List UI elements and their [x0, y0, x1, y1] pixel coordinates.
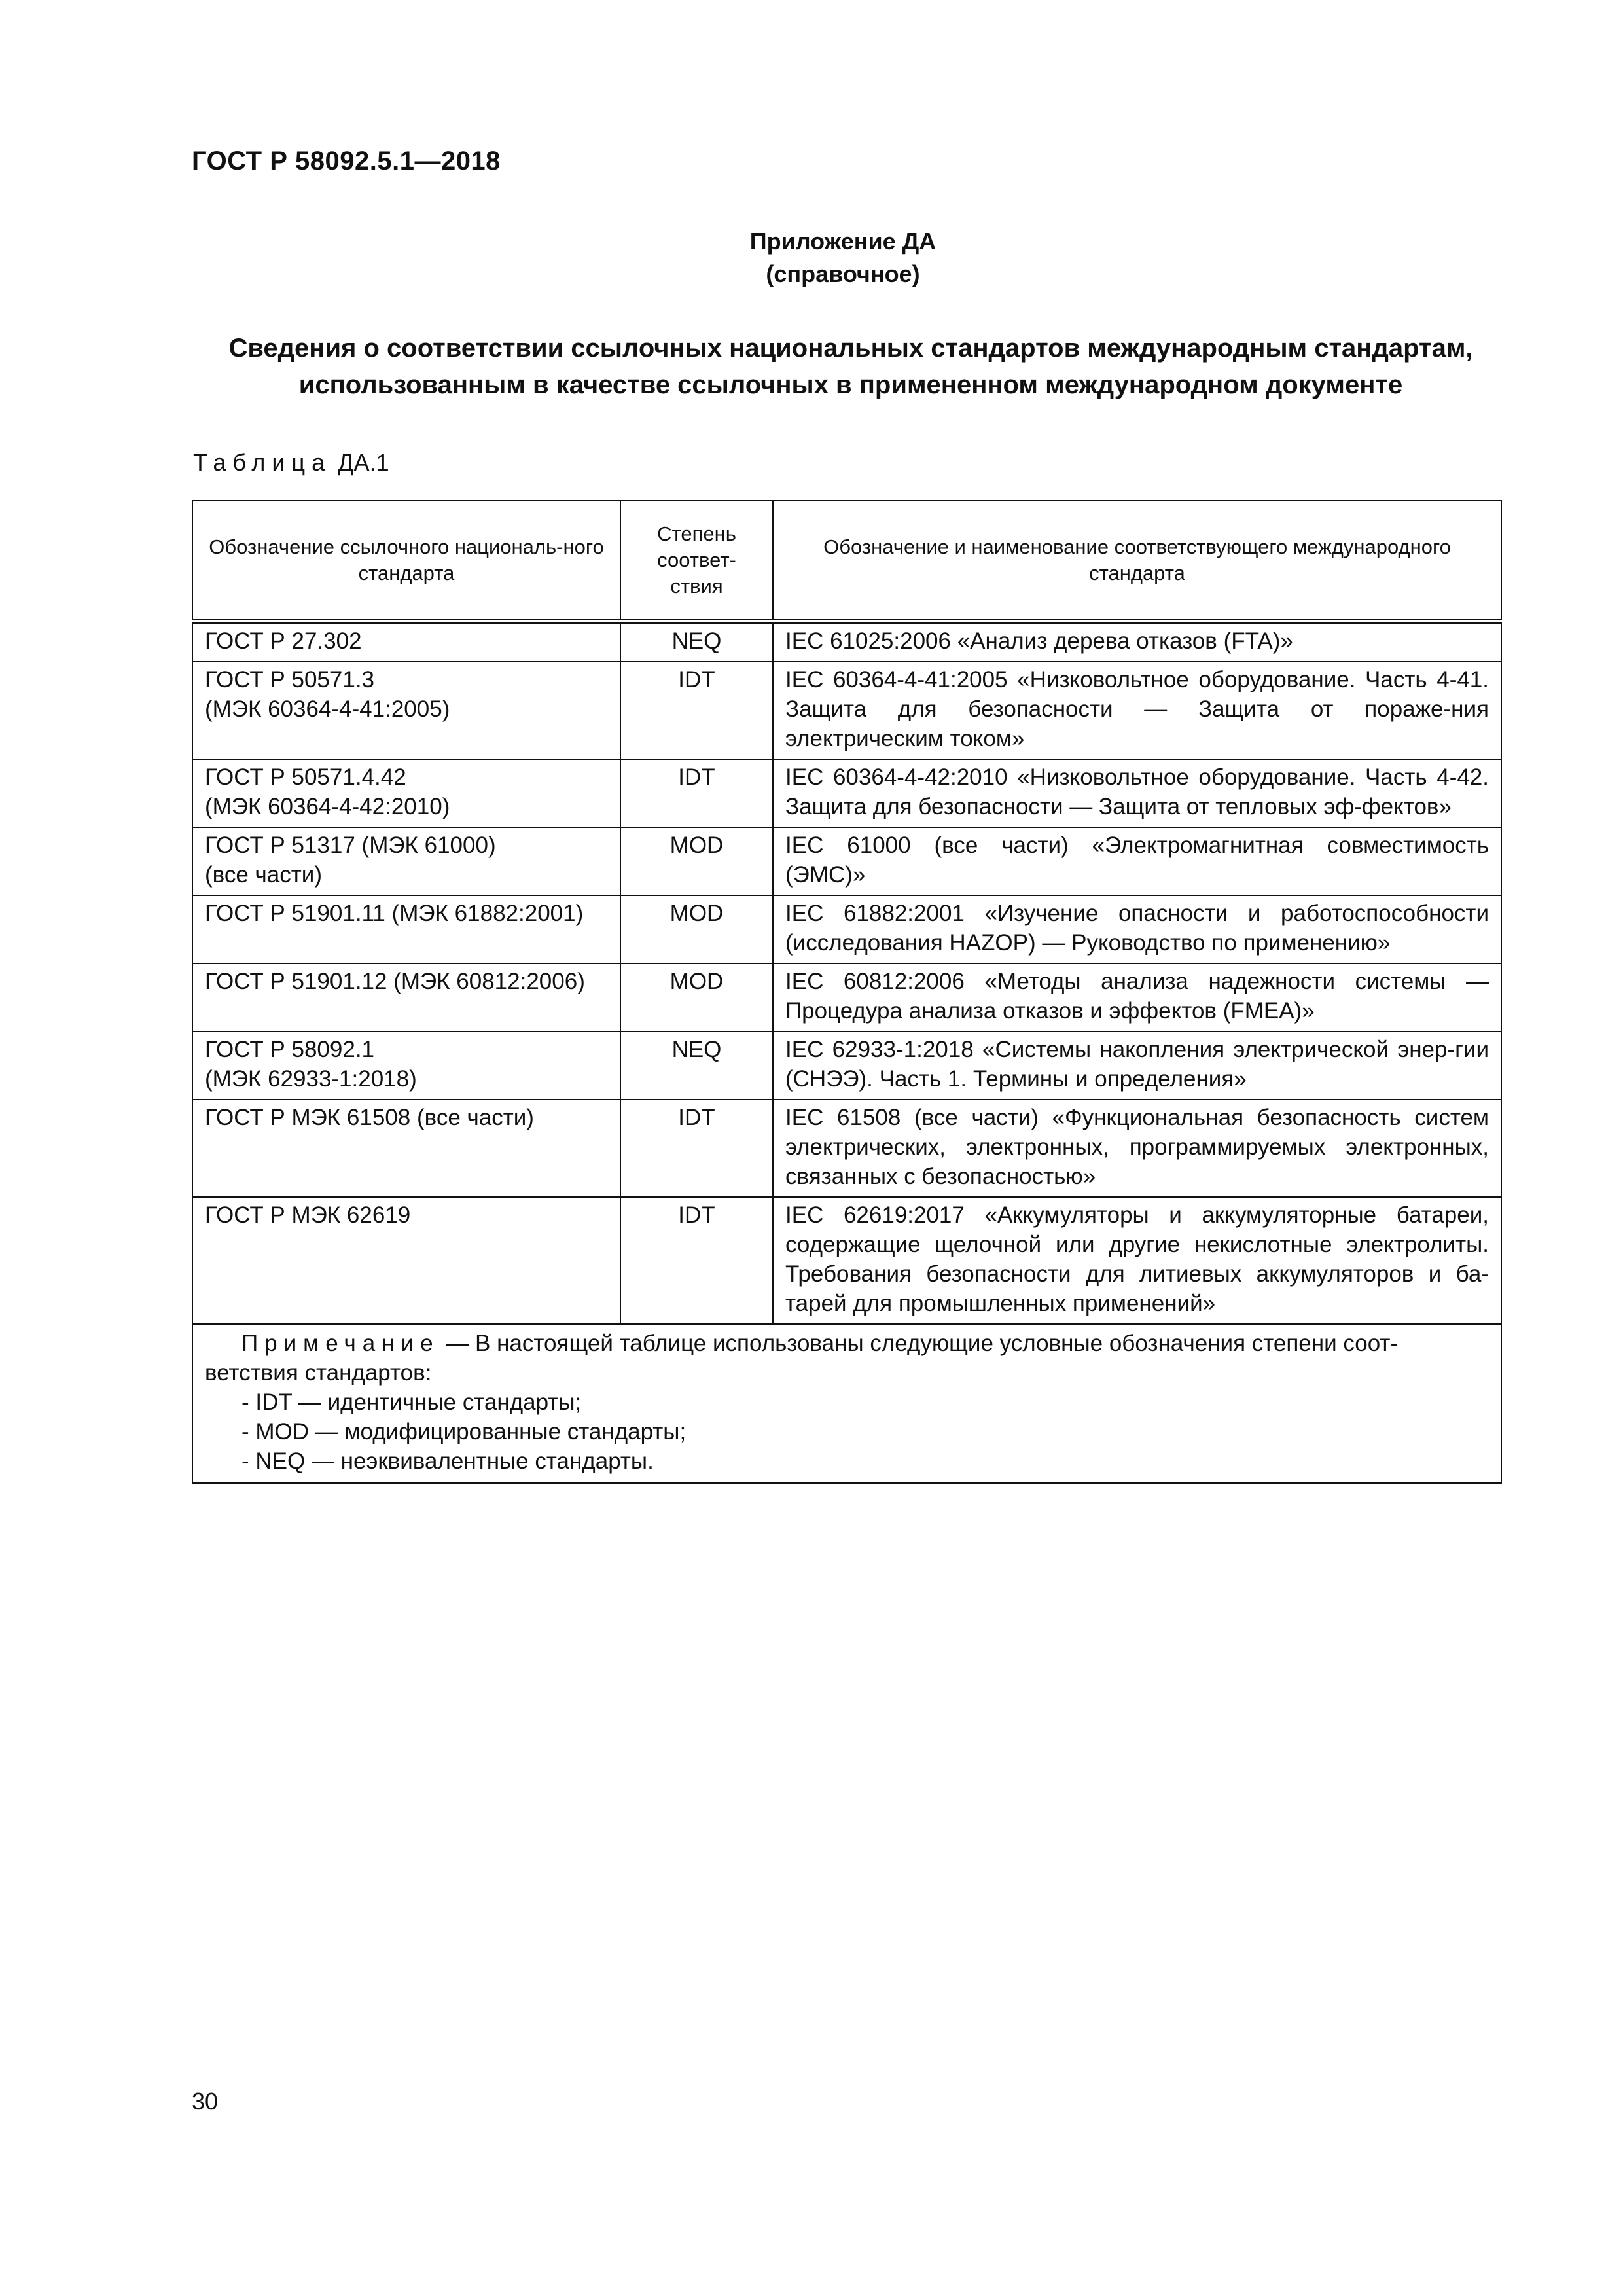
national-standard-cell: ГОСТ Р 51901.12 (МЭК 60812:2006)	[192, 963, 620, 1031]
note-intro	[205, 1329, 1489, 1388]
table-note	[192, 1324, 1501, 1483]
note-item-neq: - NEQ — неэквивалентные стандарты.	[241, 1448, 654, 1474]
national-standard-line: ГОСТ Р 50571.3	[205, 667, 375, 692]
standards-table	[192, 500, 1502, 1484]
table-row	[192, 1031, 1501, 1100]
degree-cell: IDT	[620, 662, 773, 759]
table-caption	[193, 449, 389, 476]
document-code: ГОСТ Р 58092.5.1—2018	[192, 147, 501, 175]
international-standard-cell: IEC 61025:2006 «Анализ дерева отказов (FTA)»	[773, 622, 1501, 662]
table-row	[192, 1100, 1501, 1197]
header-international-standard: Обозначение и наименование соответствующего международного стандарта	[773, 501, 1501, 622]
national-standard-cell	[192, 1031, 620, 1100]
annex-type: (справочное)	[766, 260, 920, 287]
national-standard-line: ГОСТ Р 58092.1	[205, 1037, 375, 1062]
table-row	[192, 963, 1501, 1031]
degree-cell: NEQ	[620, 622, 773, 662]
international-standard-cell: IEC 62933-1:2018 «Системы накопления электрической энер-гии (СНЭЭ). Часть 1. Термины и определения»	[773, 1031, 1501, 1100]
national-standard-line: (МЭК 60364-4-41:2005)	[205, 696, 450, 722]
national-standard-cell	[192, 759, 620, 827]
table-row	[192, 895, 1501, 963]
degree-cell: IDT	[620, 1100, 773, 1197]
note-item-idt: - IDT — идентичные стандарты;	[241, 1390, 582, 1415]
national-standard-cell	[192, 827, 620, 895]
table-row	[192, 1197, 1501, 1324]
national-standard-line: (все части)	[205, 862, 322, 888]
national-standard-line: ГОСТ Р 51317 (МЭК 61000)	[205, 833, 496, 858]
table-row	[192, 827, 1501, 895]
international-standard-cell: IEC 60364-4-41:2005 «Низковольтное оборудование. Часть 4-41. Защита для безопасности — Защита от пораже-ния электрическим током»	[773, 662, 1501, 759]
national-standard-cell	[192, 662, 620, 759]
degree-cell: MOD	[620, 827, 773, 895]
degree-cell: IDT	[620, 1197, 773, 1324]
national-standard-cell: ГОСТ Р МЭК 62619	[192, 1197, 620, 1324]
note-text: — В настоящей таблице использованы следующие условные обозначения степени соот-ветствия стандартов:	[205, 1331, 1399, 1386]
international-standard-cell: IEC 62619:2017 «Аккумуляторы и аккумуляторные батареи, содержащие щелочной или другие некислотные электролиты. Требования безопасности для литиевых аккумуляторов и ба-тарей для промышленных применений»	[773, 1197, 1501, 1324]
annex-title: Приложение ДА	[749, 228, 936, 255]
table-header-row	[192, 501, 1501, 622]
note-item-mod: - MOD — модифицированные стандарты;	[241, 1419, 687, 1444]
national-standard-line: (МЭК 62933-1:2018)	[205, 1066, 417, 1092]
degree-cell: MOD	[620, 963, 773, 1031]
national-standard-cell: ГОСТ Р 51901.11 (МЭК 61882:2001)	[192, 895, 620, 963]
note-title: Примечание	[241, 1331, 440, 1356]
international-standard-cell: IEC 60812:2006 «Методы анализа надежности системы — Процедура анализа отказов и эффектов (FMEA)»	[773, 963, 1501, 1031]
table-row	[192, 759, 1501, 827]
degree-cell: NEQ	[620, 1031, 773, 1100]
international-standard-cell: IEC 61508 (все части) «Функциональная безопасность систем электрических, электронных, программируемых электронных, связанных с безопасностью»	[773, 1100, 1501, 1197]
page-title	[157, 330, 1544, 403]
national-standard-line: (МЭК 60364-4-42:2010)	[205, 794, 450, 819]
international-standard-cell: IEC 60364-4-42:2010 «Низковольтное оборудование. Часть 4-42. Защита для безопасности — Защита от тепловых эф-фектов»	[773, 759, 1501, 827]
annex-title-block	[0, 225, 1623, 291]
page-title-line-2: использованным в качестве ссылочных в примененном международном документе	[298, 370, 1403, 399]
table-caption-number: ДА.1	[338, 449, 389, 476]
national-standard-line: ГОСТ Р 50571.4.42	[205, 764, 406, 790]
table-caption-word: Таблица	[193, 449, 332, 476]
table-note-row	[192, 1324, 1501, 1483]
national-standard-cell: ГОСТ Р МЭК 61508 (все части)	[192, 1100, 620, 1197]
international-standard-cell: IEC 61000 (все части) «Электромагнитная совместимость (ЭМС)»	[773, 827, 1501, 895]
header-national-standard: Обозначение ссылочного националь-ного стандарта	[192, 501, 620, 622]
national-standard-cell: ГОСТ Р 27.302	[192, 622, 620, 662]
page-number: 30	[192, 2088, 219, 2115]
table-row	[192, 622, 1501, 662]
degree-cell: IDT	[620, 759, 773, 827]
table-row	[192, 662, 1501, 759]
degree-cell: MOD	[620, 895, 773, 963]
international-standard-cell: IEC 61882:2001 «Изучение опасности и работоспособности (исследования HAZOP) — Руководство по применению»	[773, 895, 1501, 963]
header-degree: Степень соответ-ствия	[620, 501, 773, 622]
page-title-line-1: Сведения о соответствии ссылочных национальных стандартов международным стандартам,	[228, 334, 1473, 363]
